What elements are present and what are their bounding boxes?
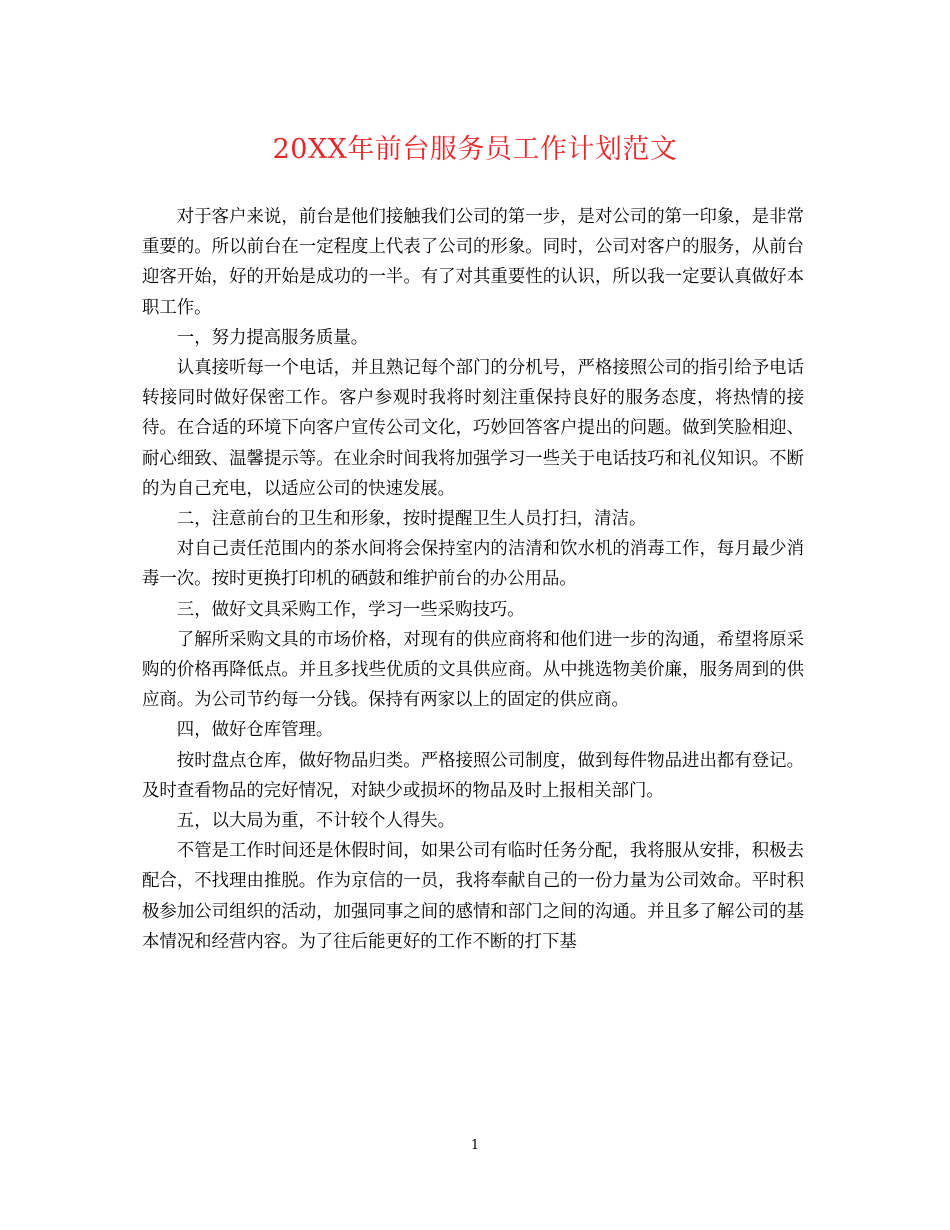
section-heading-4: 四，做好仓库管理。 (176, 720, 334, 741)
paragraph-2: 对自己责任范围内的茶水间将会保持室内的洁清和饮水机的消毒工作，每月最少消毒一次。按时更换打印机的硒鼓和维护前台的办公用品。 (142, 539, 804, 590)
section-heading-1: 一，努力提高服务质量。 (176, 327, 369, 348)
paragraph-intro: 对于客户来说，前台是他们接触我们公司的第一步，是对公司的第一印象，是非常重要的。所以前台在一定程度上代表了公司的形象。同时，公司对客户的服务，从前台迎客开始，好的开始是成功的一半。有了对其重要性的认识，所以我一定要认真做好本职工作。 (142, 207, 804, 318)
paragraph-5: 不管是工作时间还是休假时间，如果公司有临时任务分配，我将服从安排，积极去配合，不找理由推脱。作为京信的一员，我将奉献自己的一份力量为公司效命。平时积极参加公司组织的活动，加强同事之间的感情和部门之间的沟通。并且多了解公司的基本情况和经营内容。为了往后能更好的工作不断的打下基 (142, 841, 804, 952)
section-heading-3: 三，做好文具采购工作，学习一些采购技巧。 (176, 599, 525, 620)
document-title: 20XX年前台服务员工作计划范文 (272, 134, 678, 165)
paragraph-4: 按时盘点仓库，做好物品归类。严格接照公司制度，做到每件物品进出都有登记。及时查看物品的完好情况，对缺少或损坏的物品及时上报相关部门。 (142, 750, 804, 801)
paragraph-1: 认真接听每一个电话，并且熟记每个部门的分机号，严格接照公司的指引给予电话转接同时做好保密工作。客户参观时我将时刻注重保持良好的服务态度，将热情的接待。在合适的环境下向客户宣传公司文化，巧妙回答客户提出的问题。做到笑脸相迎、耐心细致、温馨提示等。在业余时间我将加强学习一些关于电话技巧和礼仪知识。不断的为自己充电，以适应公司的快速发展。 (142, 358, 804, 499)
document-body (142, 202, 804, 957)
section-heading-2: 二，注意前台的卫生和形象，按时提醒卫生人员打扫，清洁。 (176, 509, 647, 530)
section-heading-5: 五，以大局为重，不计较个人得失。 (176, 811, 456, 832)
paragraph-3: 了解所采购文具的市场价格，对现有的供应商将和他们进一步的沟通，希望将原采购的价格再降低点。并且多找些优质的文具供应商。从中挑选物美价廉，服务周到的供应商。为公司节约每一分钱。保持有两家以上的固定的供应商。 (142, 629, 804, 711)
page-number: 1 (470, 1138, 480, 1153)
